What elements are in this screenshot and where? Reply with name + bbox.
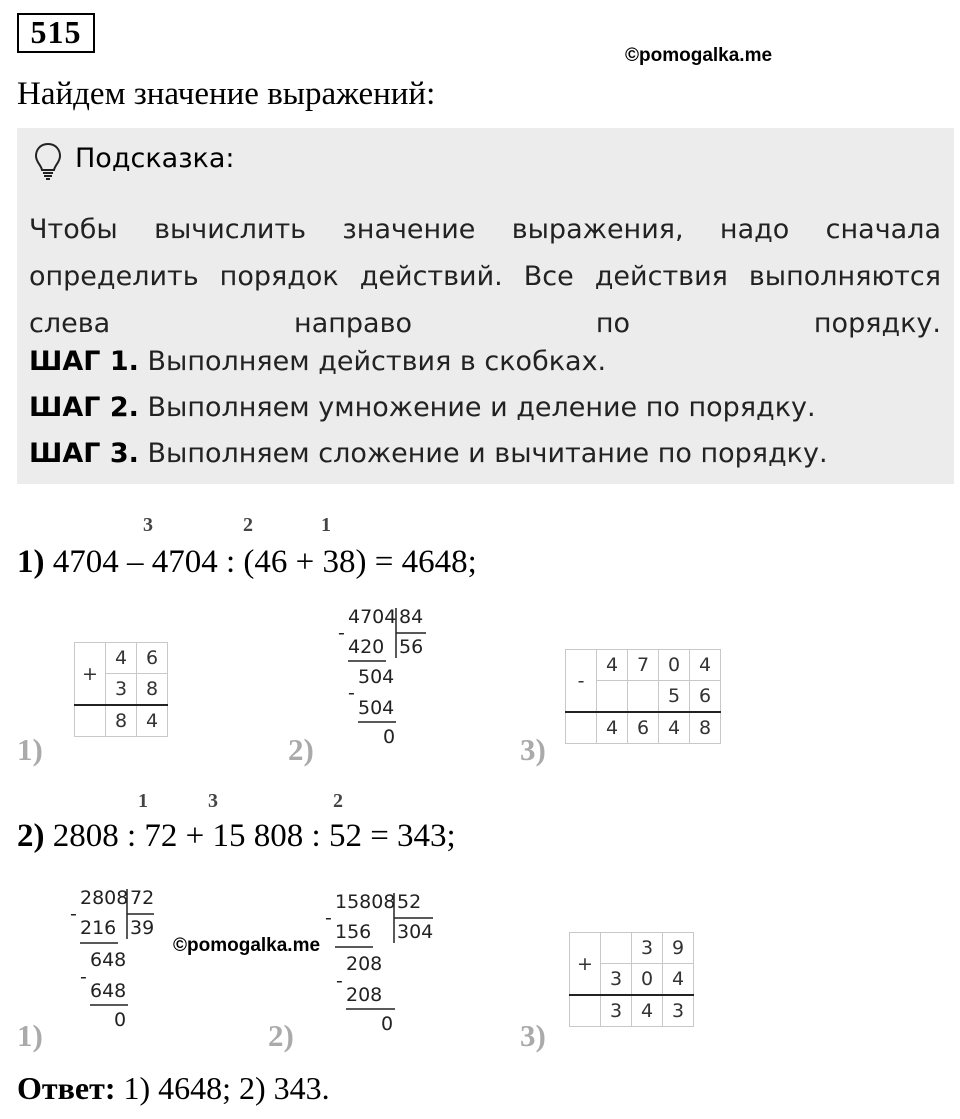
- hint-step-1: ШАГ 1. Выполняем действия в скобках.: [29, 346, 607, 377]
- order-mark: 3: [208, 790, 218, 812]
- watermark: ©pomogalka.me: [625, 45, 773, 66]
- lightbulb-icon: [33, 141, 63, 186]
- work-label: 1): [17, 1018, 43, 1053]
- long-division-3: 15808 52 - 156 304 208 - 208 0: [325, 891, 434, 1035]
- long-division-2: 2808 72 - 216 39 648 - 648 0: [70, 887, 155, 1031]
- plus-sign: +: [75, 643, 106, 706]
- order-mark: 1: [138, 790, 148, 812]
- long-division-1: 4704 84 - 420 56 504 - 504 0: [338, 606, 424, 748]
- work-label: 2): [268, 1018, 294, 1053]
- work-label: 2): [288, 732, 314, 767]
- task-number: 515: [17, 13, 95, 53]
- hint-step-2: ШАГ 2. Выполняем умножение и деление по порядку.: [29, 392, 816, 423]
- order-mark: 2: [243, 514, 253, 536]
- watermark: ©pomogalka.me: [173, 935, 321, 956]
- work-label: 3): [520, 732, 546, 767]
- expression-1: 1) 4704 – 4704 : (46 + 38) = 4648;: [17, 544, 477, 580]
- work-label: 3): [520, 1018, 546, 1053]
- minus-sign: -: [566, 650, 597, 713]
- answer: Ответ: 1) 4648; 2) 343.: [17, 1070, 330, 1106]
- order-mark: 1: [321, 514, 331, 536]
- hint-title: Подсказка:: [75, 143, 235, 174]
- addition-column-1: + 4 6 3 8 8 4: [74, 642, 168, 737]
- hint-step-3: ШАГ 3. Выполняем сложение и вычитание по порядку.: [29, 438, 828, 469]
- order-mark: 3: [143, 514, 153, 536]
- expression-2: 2) 2808 : 72 + 15 808 : 52 = 343;: [17, 818, 456, 854]
- intro-text: Найдем значение выражений:: [17, 76, 436, 112]
- hint-box: [17, 128, 954, 484]
- plus-sign: +: [570, 933, 601, 996]
- order-mark: 2: [333, 790, 343, 812]
- addition-column-2: + 3 9 3 0 4 3 4 3: [569, 932, 694, 1027]
- work-label: 1): [17, 732, 43, 767]
- subtraction-column-1: - 4 7 0 4 5 6 4 6 4 8: [565, 649, 721, 744]
- hint-text: Чтобы вычислить значение выражения, надо сначала определить порядок действий. Все действия выполняются слева направо по порядку.: [29, 214, 941, 339]
